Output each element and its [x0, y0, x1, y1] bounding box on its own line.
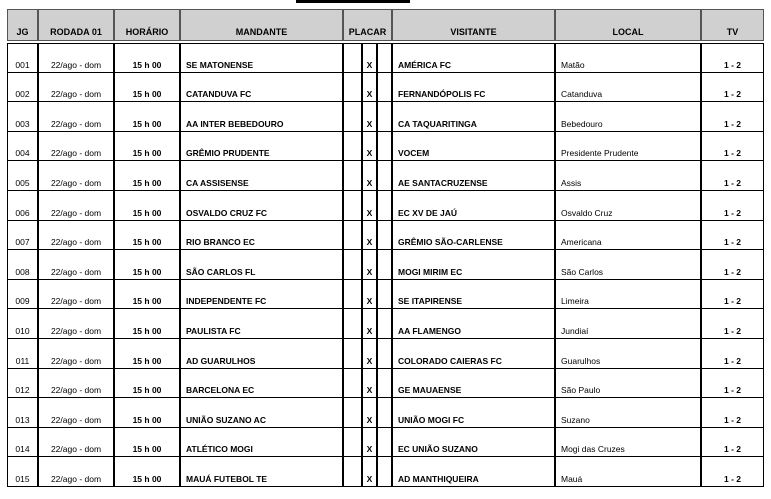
home-score-cell [343, 398, 362, 428]
away-score-cell [377, 428, 392, 458]
away-score-cell [377, 369, 392, 399]
date-cell: 22/ago - dom [38, 161, 114, 191]
away-team-cell: AE SANTACRUZENSE [392, 161, 555, 191]
away-score-cell [377, 73, 392, 103]
away-team-cell: COLORADO CAIERAS FC [392, 339, 555, 369]
table-row [7, 250, 764, 280]
tv-cell: 1 - 2 [701, 221, 764, 251]
time-cell: 15 h 00 [114, 161, 180, 191]
home-score-cell [343, 102, 362, 132]
home-score-cell [343, 309, 362, 339]
home-team-cell: GRÊMIO PRUDENTE [180, 132, 343, 162]
local-cell: São Carlos [555, 250, 701, 280]
jg-cell: 006 [7, 191, 38, 221]
table-row [7, 339, 764, 369]
time-cell: 15 h 00 [114, 73, 180, 103]
away-team-cell: UNIÃO MOGI FC [392, 398, 555, 428]
versus-cell: X [362, 161, 377, 191]
home-team-cell: PAULISTA FC [180, 309, 343, 339]
header-horario: HORÁRIO [114, 9, 180, 41]
time-cell: 15 h 00 [114, 398, 180, 428]
header-placar: PLACAR [343, 9, 392, 41]
time-cell: 15 h 00 [114, 369, 180, 399]
home-score-cell [343, 339, 362, 369]
table-row [7, 457, 764, 487]
time-cell: 15 h 00 [114, 280, 180, 310]
away-team-cell: VOCEM [392, 132, 555, 162]
away-team-cell: FERNANDÓPOLIS FC [392, 73, 555, 103]
tv-cell: 1 - 2 [701, 398, 764, 428]
jg-cell: 002 [7, 73, 38, 103]
local-cell: Suzano [555, 398, 701, 428]
jg-cell: 012 [7, 369, 38, 399]
date-cell: 22/ago - dom [38, 457, 114, 487]
time-cell: 15 h 00 [114, 43, 180, 73]
table-row [7, 161, 764, 191]
away-score-cell [377, 132, 392, 162]
home-score-cell [343, 73, 362, 103]
home-score-cell [343, 221, 362, 251]
date-cell: 22/ago - dom [38, 43, 114, 73]
versus-cell: X [362, 191, 377, 221]
away-score-cell [377, 398, 392, 428]
time-cell: 15 h 00 [114, 102, 180, 132]
versus-cell: X [362, 221, 377, 251]
tv-cell: 1 - 2 [701, 73, 764, 103]
header-mandante: MANDANTE [180, 9, 343, 41]
versus-cell: X [362, 102, 377, 132]
versus-cell: X [362, 369, 377, 399]
tv-cell: 1 - 2 [701, 339, 764, 369]
table-row [7, 398, 764, 428]
home-score-cell [343, 428, 362, 458]
date-cell: 22/ago - dom [38, 191, 114, 221]
tv-cell: 1 - 2 [701, 132, 764, 162]
table-row [7, 428, 764, 458]
date-cell: 22/ago - dom [38, 221, 114, 251]
home-score-cell [343, 43, 362, 73]
away-score-cell [377, 221, 392, 251]
local-cell: Guarulhos [555, 339, 701, 369]
away-score-cell [377, 280, 392, 310]
local-cell: São Paulo [555, 369, 701, 399]
local-cell: Assis [555, 161, 701, 191]
tv-cell: 1 - 2 [701, 43, 764, 73]
home-score-cell [343, 369, 362, 399]
away-score-cell [377, 250, 392, 280]
table-row [7, 191, 764, 221]
tv-cell: 1 - 2 [701, 250, 764, 280]
away-team-cell: MOGI MIRIM EC [392, 250, 555, 280]
time-cell: 15 h 00 [114, 221, 180, 251]
versus-cell: X [362, 339, 377, 369]
header-jg: JG [7, 9, 38, 41]
header-visitante: VISITANTE [392, 9, 555, 41]
versus-cell: X [362, 428, 377, 458]
away-score-cell [377, 457, 392, 487]
local-cell: Americana [555, 221, 701, 251]
date-cell: 22/ago - dom [38, 398, 114, 428]
date-cell: 22/ago - dom [38, 339, 114, 369]
local-cell: Matão [555, 43, 701, 73]
jg-cell: 011 [7, 339, 38, 369]
tv-cell: 1 - 2 [701, 369, 764, 399]
home-team-cell: AA INTER BEBEDOURO [180, 102, 343, 132]
home-score-cell [343, 191, 362, 221]
versus-cell: X [362, 73, 377, 103]
away-team-cell: EC UNIÃO SUZANO [392, 428, 555, 458]
time-cell: 15 h 00 [114, 191, 180, 221]
header-rodada: RODADA 01 [38, 9, 114, 41]
home-team-cell: INDEPENDENTE FC [180, 280, 343, 310]
home-team-cell: MAUÁ FUTEBOL TE [180, 457, 343, 487]
jg-cell: 013 [7, 398, 38, 428]
fixture-table [7, 9, 764, 487]
away-team-cell: CA TAQUARITINGA [392, 102, 555, 132]
local-cell: Mogi das Cruzes [555, 428, 701, 458]
local-cell: Jundiaí [555, 309, 701, 339]
jg-cell: 003 [7, 102, 38, 132]
table-row [7, 221, 764, 251]
tv-cell: 1 - 2 [701, 191, 764, 221]
away-score-cell [377, 161, 392, 191]
versus-cell: X [362, 250, 377, 280]
jg-cell: 014 [7, 428, 38, 458]
jg-cell: 001 [7, 43, 38, 73]
time-cell: 15 h 00 [114, 457, 180, 487]
table-row [7, 280, 764, 310]
jg-cell: 005 [7, 161, 38, 191]
away-score-cell [377, 102, 392, 132]
time-cell: 15 h 00 [114, 132, 180, 162]
jg-cell: 015 [7, 457, 38, 487]
away-team-cell: AA FLAMENGO [392, 309, 555, 339]
jg-cell: 008 [7, 250, 38, 280]
date-cell: 22/ago - dom [38, 73, 114, 103]
tv-cell: 1 - 2 [701, 161, 764, 191]
tv-cell: 1 - 2 [701, 102, 764, 132]
versus-cell: X [362, 132, 377, 162]
away-team-cell: AD MANTHIQUEIRA [392, 457, 555, 487]
local-cell: Mauá [555, 457, 701, 487]
date-cell: 22/ago - dom [38, 428, 114, 458]
home-team-cell: OSVALDO CRUZ FC [180, 191, 343, 221]
versus-cell: X [362, 280, 377, 310]
away-score-cell [377, 309, 392, 339]
table-row [7, 73, 764, 103]
time-cell: 15 h 00 [114, 309, 180, 339]
table-row [7, 132, 764, 162]
local-cell: Bebedouro [555, 102, 701, 132]
home-score-cell [343, 132, 362, 162]
versus-cell: X [362, 457, 377, 487]
table-body [7, 43, 764, 487]
away-score-cell [377, 339, 392, 369]
jg-cell: 004 [7, 132, 38, 162]
tv-cell: 1 - 2 [701, 457, 764, 487]
jg-cell: 009 [7, 280, 38, 310]
away-team-cell: EC XV DE JAÚ [392, 191, 555, 221]
date-cell: 22/ago - dom [38, 132, 114, 162]
time-cell: 15 h 00 [114, 428, 180, 458]
versus-cell: X [362, 43, 377, 73]
home-team-cell: ATLÉTICO MOGI [180, 428, 343, 458]
away-team-cell: GRÊMIO SÃO-CARLENSE [392, 221, 555, 251]
home-score-cell [343, 250, 362, 280]
away-team-cell: SE ITAPIRENSE [392, 280, 555, 310]
away-score-cell [377, 43, 392, 73]
title-underline [296, 0, 410, 3]
header-local: LOCAL [555, 9, 701, 41]
date-cell: 22/ago - dom [38, 250, 114, 280]
away-score-cell [377, 191, 392, 221]
date-cell: 22/ago - dom [38, 280, 114, 310]
tv-cell: 1 - 2 [701, 309, 764, 339]
home-team-cell: UNIÃO SUZANO AC [180, 398, 343, 428]
home-team-cell: SÃO CARLOS FL [180, 250, 343, 280]
home-score-cell [343, 280, 362, 310]
jg-cell: 007 [7, 221, 38, 251]
local-cell: Presidente Prudente [555, 132, 701, 162]
away-team-cell: AMÉRICA FC [392, 43, 555, 73]
table-row [7, 102, 764, 132]
date-cell: 22/ago - dom [38, 102, 114, 132]
tv-cell: 1 - 2 [701, 428, 764, 458]
jg-cell: 010 [7, 309, 38, 339]
tv-cell: 1 - 2 [701, 280, 764, 310]
away-team-cell: GE MAUAENSE [392, 369, 555, 399]
home-team-cell: CA ASSISENSE [180, 161, 343, 191]
home-team-cell: RIO BRANCO EC [180, 221, 343, 251]
header-tv: TV [701, 9, 764, 41]
home-score-cell [343, 457, 362, 487]
table-row [7, 43, 764, 73]
home-team-cell: BARCELONA EC [180, 369, 343, 399]
versus-cell: X [362, 309, 377, 339]
local-cell: Osvaldo Cruz [555, 191, 701, 221]
table-header [7, 9, 764, 41]
home-team-cell: AD GUARULHOS [180, 339, 343, 369]
local-cell: Limeira [555, 280, 701, 310]
table-row [7, 369, 764, 399]
date-cell: 22/ago - dom [38, 369, 114, 399]
time-cell: 15 h 00 [114, 339, 180, 369]
home-team-cell: SE MATONENSE [180, 43, 343, 73]
home-team-cell: CATANDUVA FC [180, 73, 343, 103]
table-row [7, 309, 764, 339]
date-cell: 22/ago - dom [38, 309, 114, 339]
local-cell: Catanduva [555, 73, 701, 103]
time-cell: 15 h 00 [114, 250, 180, 280]
versus-cell: X [362, 398, 377, 428]
home-score-cell [343, 161, 362, 191]
